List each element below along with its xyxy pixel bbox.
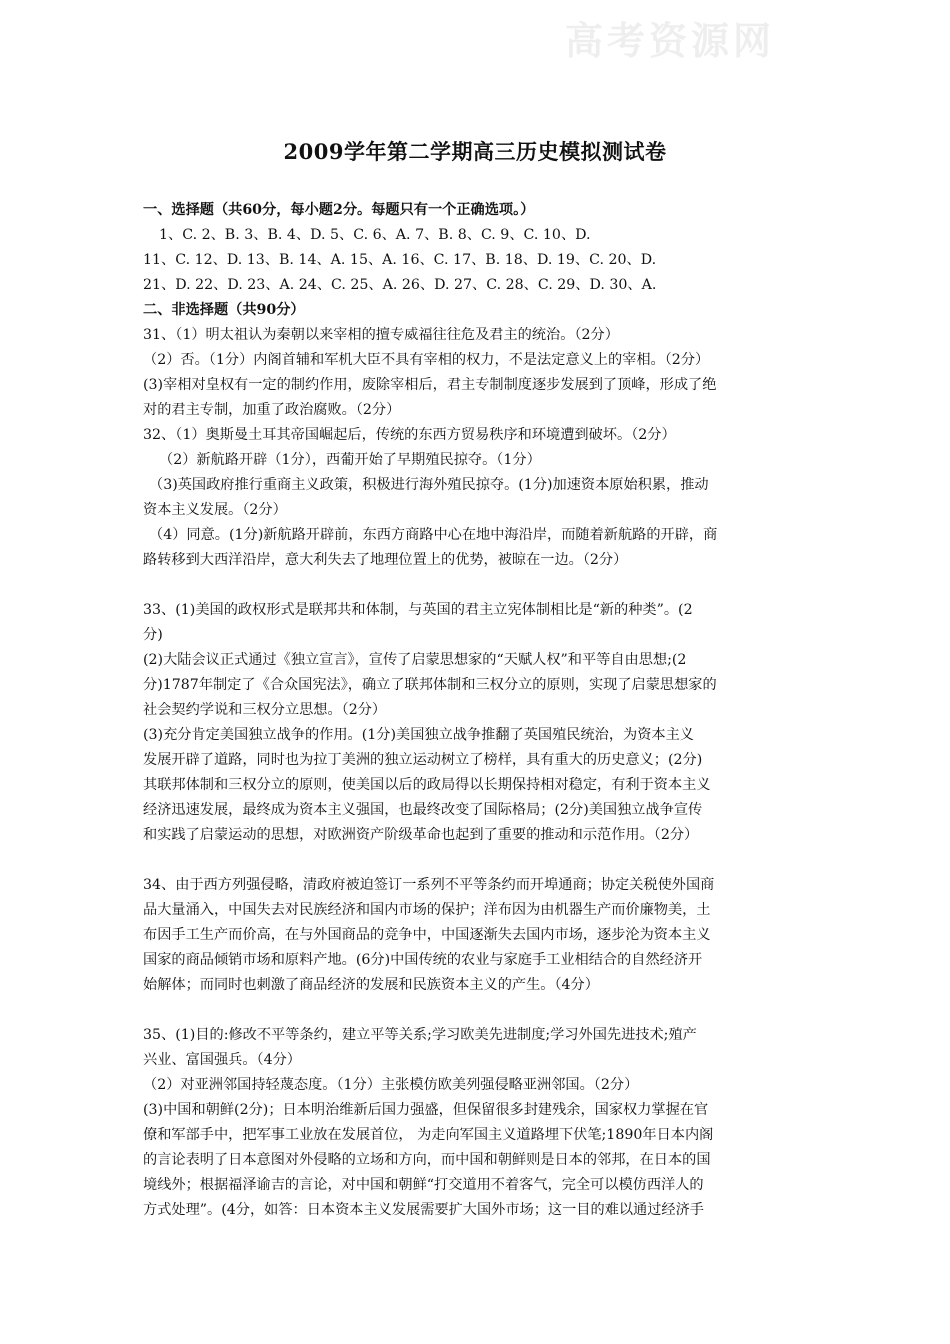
q35-line: （2）对亚洲邻国持轻蔑态度。（1分）主张模仿欧美列强侵略亚洲邻国。（2分）: [143, 1077, 639, 1093]
page-title: 2009学年第二学期高三历史模拟测试卷: [283, 139, 667, 164]
q34-line: 始解体；而同时也刺激了商品经济的发展和民族资本主义的产生。（4分）: [143, 977, 599, 993]
q35-line: (3)中国和朝鲜(2分)；日本明治维新后国力强盛，但保留很多封建残余，国家权力掌握在官: [143, 1102, 709, 1118]
section1-heading: 一、选择题（共60分，每小题2分。每题只有一个正确选项。）: [143, 202, 535, 218]
q34-line: 品大量涌入，中国失去对民族经济和国内市场的保护；洋布因为由机器生产而价廉物美，土: [143, 902, 711, 918]
q31-line: 31、（1）明太祖认为秦朝以来宰相的擅专威福往往危及君主的统治。（2分）: [143, 327, 619, 343]
q35-line: 方式处理”。(4分，如答：日本资本主义发展需要扩大国外市场；这一目的难以通过经济手: [143, 1202, 704, 1218]
watermark: 高考资源网: [565, 18, 776, 63]
answer-row: 21、D. 22、D. 23、A. 24、C. 25、A. 26、D. 27、C. 28、C. 29、D. 30、A.: [143, 277, 657, 293]
q32-line: 资本主义发展。（2分）: [143, 502, 287, 518]
q33-line: 经济迅速发展，最终成为资本主义强国，也最终改变了国际格局；(2分)美国独立战争宣传: [143, 802, 703, 818]
q31-line: （2）否。（1分）内阁首辅和军机大臣不具有宰相的权力，不是法定意义上的宰相。（2分）: [143, 352, 710, 368]
q32-line: 32、（1）奥斯曼土耳其帝国崛起后，传统的东西方贸易秩序和环境遭到破坏。（2分）: [143, 427, 676, 443]
q33-line: (3)充分肯定美国独立战争的作用。(1分)美国独立战争推翻了英国殖民统治，为资本主义: [143, 727, 694, 743]
answer-row: 11、C. 12、D. 13、B. 14、A. 15、A. 16、C. 17、B. 18、D. 19、C. 20、D.: [143, 252, 657, 268]
answer-content: [143, 198, 813, 1223]
q33-line: 分): [143, 627, 163, 643]
q32-line: 路转移到大西洋沿岸，意大利失去了地理位置上的优势，被晾在一边。（2分）: [143, 552, 628, 568]
q32-line: （4）同意。(1分)新航路开辟前，东西方商路中心在地中海沿岸，而随着新航路的开辟，商: [149, 527, 718, 543]
q35-line: 35、(1)目的:修改不平等条约，建立平等关系;学习欧美先进制度;学习外国先进技术;殖产: [143, 1027, 697, 1043]
q35-line: 的言论表明了日本意图对外侵略的立场和方向，而中国和朝鲜则是日本的邻邦，在日本的国: [143, 1152, 711, 1168]
q34-line: 布因手工生产而价高，在与外国商品的竞争中，中国逐渐失去国内市场，逐步沦为资本主义: [143, 927, 711, 943]
section2-heading: 二、非选择题（共90分）: [143, 302, 305, 318]
q33-line: 33、(1)美国的政权形式是联邦共和体制，与英国的君主立宪体制相比是“新的种类”。(2: [143, 602, 693, 618]
answer-row: 1、C. 2、B. 3、B. 4、D. 5、C. 6、A. 7、B. 8、C. 9、C. 10、D.: [159, 227, 591, 243]
q32-line: （2）新航路开辟（1分），西葡开始了早期殖民掠夺。（1分）: [159, 452, 541, 468]
q31-line: (3)宰相对皇权有一定的制约作用，废除宰相后，君主专制制度逐步发展到了顶峰，形成了绝: [143, 377, 717, 393]
q33-line: (2)大陆会议正式通过《独立宣言》，宣传了启蒙思想家的“天赋人权”和平等自由思想;(2: [143, 652, 687, 668]
q34-line: 34、由于西方列强侵略，清政府被迫签订一系列不平等条约而开埠通商；协定关税使外国商: [143, 877, 715, 893]
q32-line: （3)英国政府推行重商主义政策，积极进行海外殖民掠夺。(1分)加速资本原始积累，推动: [149, 477, 709, 493]
q35-line: 兴业、富国强兵。（4分）: [143, 1052, 301, 1068]
q33-line: 社会契约学说和三权分立思想。（2分）: [143, 702, 387, 718]
q33-line: 发展开辟了道路，同时也为拉丁美洲的独立运动树立了榜样，具有重大的历史意义；(2分): [143, 752, 703, 768]
q34-line: 国家的商品倾销市场和原料产地。(6分)中国传统的农业与家庭手工业相结合的自然经济开: [143, 952, 703, 968]
q35-line: 僚和军部手中，把军事工业放在发展首位， 为走向军国主义道路埋下伏笔;1890年日本内阁: [143, 1127, 714, 1143]
q33-line: 分)1787年制定了《合众国宪法》，确立了联邦体制和三权分立的原则，实现了启蒙思想家的: [143, 677, 717, 693]
q33-line: 其联邦体制和三权分立的原则，使美国以后的政局得以长期保持相对稳定，有利于资本主义: [143, 777, 711, 793]
q31-line: 对的君主专制，加重了政治腐败。（2分）: [143, 402, 401, 418]
q35-line: 境线外；根据福泽谕吉的言论，对中国和朝鲜“打交道用不着客气，完全可以模仿西洋人的: [143, 1177, 704, 1193]
q33-line: 和实践了启蒙运动的思想，对欧洲资产阶级革命也起到了重要的推动和示范作用。（2分）: [143, 827, 699, 843]
